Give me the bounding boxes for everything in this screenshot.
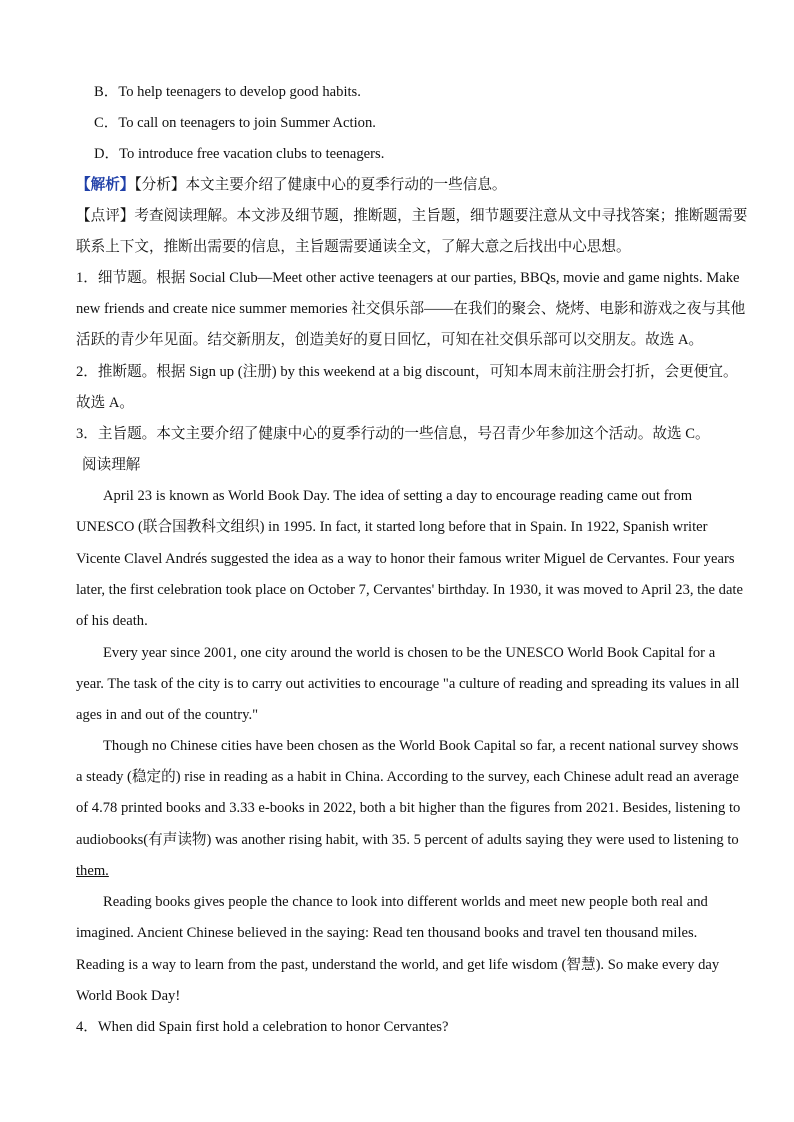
passage-p3-line: Though no Chinese cities have been chosen as the World Book Capital so far, a recent national survey shows — [103, 738, 739, 754]
comment-line-2: 联系上下文，推断出需要的信息，主旨题需要通读全文，了解大意之后找出中心思想。 — [76, 239, 631, 255]
passage-p2-line: year. The task of the city is to carry out activities to encourage "a culture of reading and spreading its values in all — [76, 676, 740, 692]
answer-1-line-2: new friends and create nice summer memories 社交俱乐部——在我们的聚会、烧烤、电影和游戏之夜与其他 — [76, 301, 746, 317]
answer-1-line-1: 1．细节题。根据 Social Club—Meet other active teenagers at our parties, BBQs, movie and game nights. Make — [76, 270, 740, 286]
analysis-tag: 【解析】 — [76, 177, 135, 193]
passage-p1-line: UNESCO (联合国教科文组织) in 1995. In fact, it started long before that in Spain. In 1922, Spanish writer — [76, 519, 708, 535]
passage-p1-line: of his death. — [76, 613, 148, 629]
passage-p4-line: World Book Day! — [76, 988, 181, 1004]
passage-p3-underlined-word: them. — [76, 863, 109, 879]
passage-p4-line: Reading is a way to learn from the past, understand the world, and get life wisdom (智慧). So make every day — [76, 957, 720, 973]
section-title: 阅读理解 — [82, 457, 141, 473]
answer-2-line-1: 2．推断题。根据 Sign up (注册) by this weekend at a big discount，可知本周末前注册会打折，会更便宜。 — [76, 364, 738, 380]
comment-line-1: 【点评】考查阅读理解。本文涉及细节题，推断题，主旨题，细节题要注意从文中寻找答案；推断题需要 — [76, 208, 748, 224]
passage-p1-line: later, the first celebration took place on October 7, Cervantes' birthday. In 1930, it was moved to April 23, the date — [76, 582, 743, 598]
answer-3-line-1: 3．主旨题。本文主要介绍了健康中心的夏季行动的一些信息，号召青少年参加这个活动。故选 C。 — [76, 426, 710, 442]
analysis-line: 【解析】【分析】本文主要介绍了健康中心的夏季行动的一些信息。 — [76, 177, 507, 193]
passage-p4-line: Reading books gives people the chance to look into different worlds and meet new people both real and — [103, 894, 708, 910]
passage-p1-line: Vicente Clavel Andrés suggested the idea as a way to honor their famous writer Miguel de Cervantes. Four years — [76, 551, 735, 567]
passage-p3-line: of 4.78 printed books and 3.33 e-books in 2022, both a bit higher than the figures from 2021. Besides, listening to — [76, 800, 741, 816]
passage-p1-line: April 23 is known as World Book Day. The idea of setting a day to encourage reading came out from — [103, 488, 693, 504]
passage-p4-line: imagined. Ancient Chinese believed in the saying: Read ten thousand books and travel ten thousand miles. — [76, 925, 698, 941]
option-c: C．To call on teenagers to join Summer Action. — [94, 115, 376, 131]
passage-p3-line: a steady (稳定的) rise in reading as a habit in China. According to the survey, each Chinese adult read an average — [76, 769, 739, 785]
passage-p3-line: audiobooks(有声读物) was another rising habit, with 35. 5 percent of adults saying they were used to listening to — [76, 832, 739, 848]
passage-p2-line: ages in and out of the country." — [76, 707, 259, 723]
option-d: D．To introduce free vacation clubs to teenagers. — [94, 146, 385, 162]
question-4: 4．When did Spain first hold a celebration to honor Cervantes? — [76, 1019, 449, 1035]
passage-p2-line: Every year since 2001, one city around the world is chosen to be the UNESCO World Book Capital for a — [103, 645, 716, 661]
answer-1-line-3: 活跃的青少年见面。结交新朋友，创造美好的夏日回忆，可知在社交俱乐部可以交朋友。故选 A。 — [76, 332, 704, 348]
answer-2-line-2: 故选 A。 — [76, 395, 134, 411]
option-b: B．To help teenagers to develop good habits. — [94, 84, 361, 100]
